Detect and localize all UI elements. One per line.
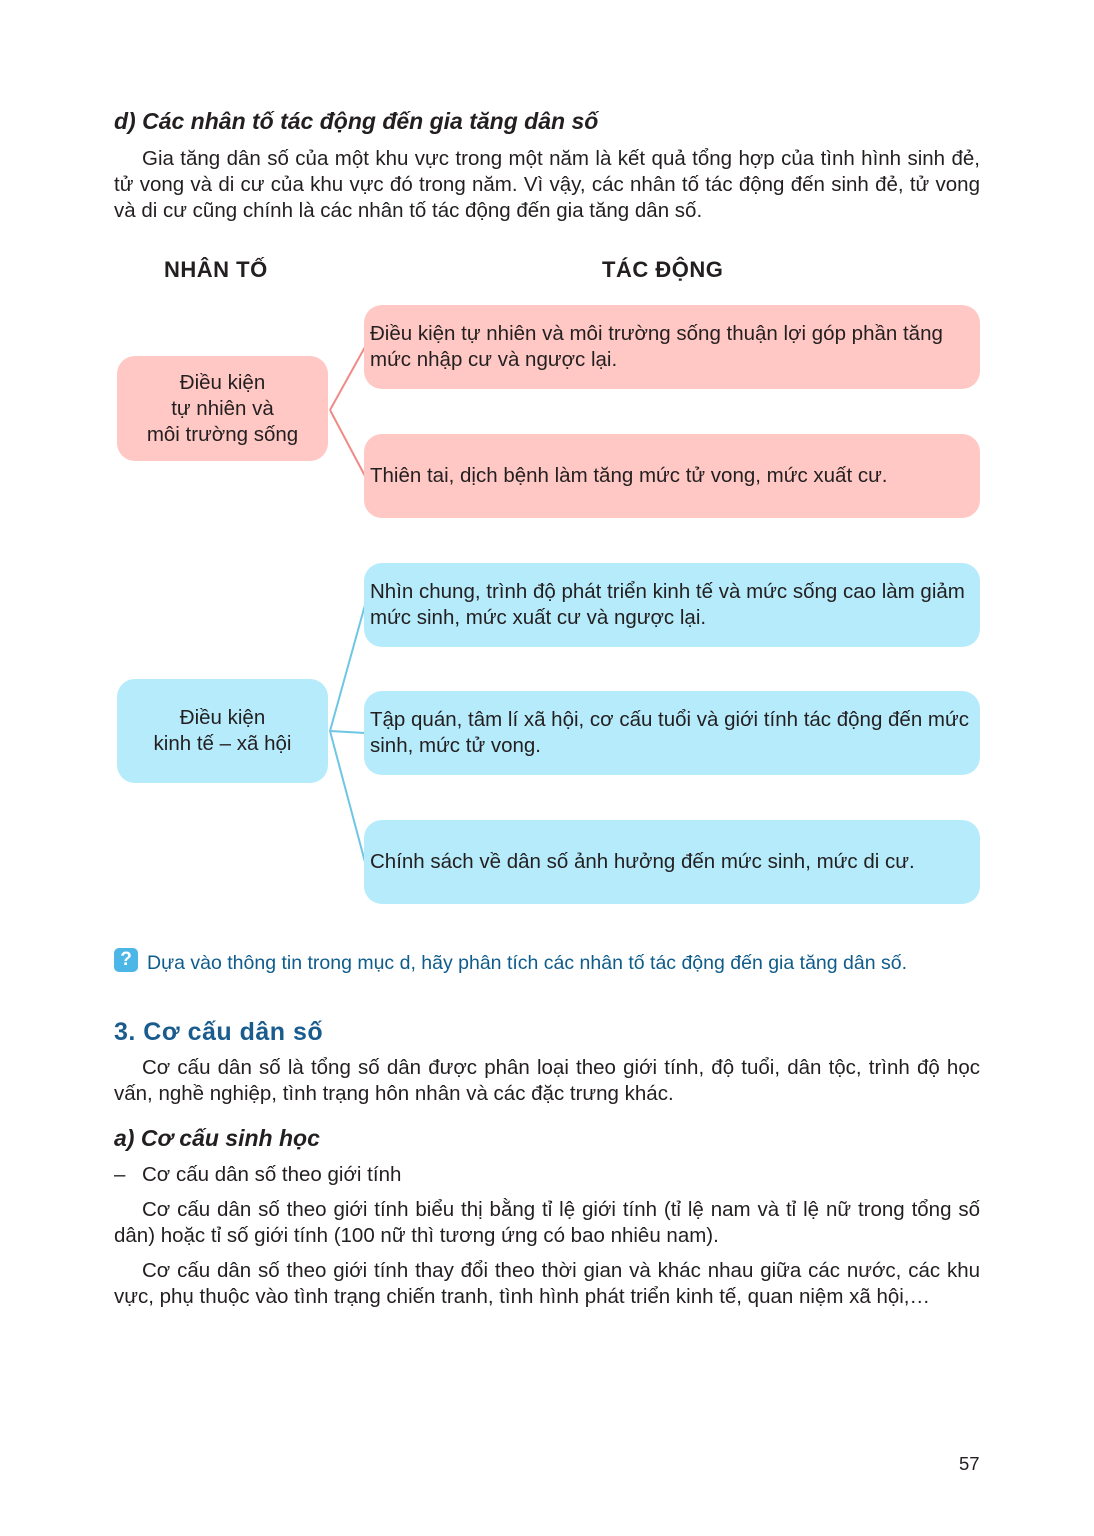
page-number: 57 xyxy=(959,1453,980,1474)
factor-socio-economic-line: kinh tế – xã hội xyxy=(153,732,292,755)
section-3-paragraph: Cơ cấu dân số là tổng số dân được phân loại theo giới tính, độ tuổi, dân tộc, trình độ học vấn, nghề nghiệp, tình trạng hôn nhân và các đặc trưng khác. xyxy=(114,1056,980,1105)
section-d-paragraph: Gia tăng dân số của một khu vực trong một năm là kết quả tổng hợp của tình hình sinh đẻ, tử vong và di cư của khu vực đó trong năm. Vì vậy, các nhân tố tác động đến sinh đẻ, tử vong và di cư cũng chính là các nhân tố tác động đến gia tăng dân số. xyxy=(114,147,980,222)
section-a-heading: a) Cơ cấu sinh học xyxy=(114,1125,320,1151)
section-d-heading: d) Các nhân tố tác động đến gia tăng dân số xyxy=(114,108,599,134)
section-a-paragraph-1: Cơ cấu dân số theo giới tính biểu thị bằng tỉ lệ giới tính (tỉ lệ nam và tỉ lệ nữ trong tổng số dân) hoặc tỉ số giới tính (100 nữ thì tương ứng có bao nhiêu nam). xyxy=(114,1198,980,1247)
column-header-effect: TÁC ĐỘNG xyxy=(602,257,724,282)
section-a-paragraph-2: Cơ cấu dân số theo giới tính thay đổi theo thời gian và khác nhau giữa các nước, các khu vực, phụ thuộc vào tình trạng chiến tranh, tình hình phát triển kinh tế, quan niệm xã hội,… xyxy=(114,1259,980,1308)
bullet-text: Cơ cấu dân số theo giới tính xyxy=(142,1163,402,1186)
effect-social-2: Tập quán, tâm lí xã hội, cơ cấu tuổi và giới tính tác động đến mức sinh, mức tử vong. xyxy=(364,691,980,775)
factor-natural-line: môi trường sống xyxy=(146,422,299,446)
factor-socio-economic xyxy=(117,679,328,783)
factor-natural-line: tự nhiên và xyxy=(171,396,274,420)
bullet-dash: – xyxy=(114,1163,126,1186)
factor-natural-line: Điều kiện xyxy=(179,370,266,394)
natural-connector xyxy=(330,347,365,476)
column-header-factor: NHÂN TỐ xyxy=(164,257,268,282)
question-icon: ? xyxy=(114,948,138,972)
section-3-title: 3. Cơ cấu dân số xyxy=(114,1018,324,1046)
social-connector xyxy=(330,605,365,862)
effect-natural-1: Điều kiện tự nhiên và môi trường sống thuận lợi góp phần tăng mức nhập cư và ngược lại. xyxy=(364,305,980,389)
effect-social-3: Chính sách về dân số ảnh hưởng đến mức sinh, mức di cư. xyxy=(364,820,980,904)
effect-social-1: Nhìn chung, trình độ phát triển kinh tế và mức sống cao làm giảm mức sinh, mức xuất cư và ngược lại. xyxy=(364,563,980,647)
effect-natural-2: Thiên tai, dịch bệnh làm tăng mức tử vong, mức xuất cư. xyxy=(364,434,980,518)
question-text: Dựa vào thông tin trong mục d, hãy phân tích các nhân tố tác động đến gia tăng dân số. xyxy=(147,952,907,974)
factor-natural xyxy=(117,356,328,461)
factor-socio-economic-line: Điều kiện xyxy=(179,706,266,729)
